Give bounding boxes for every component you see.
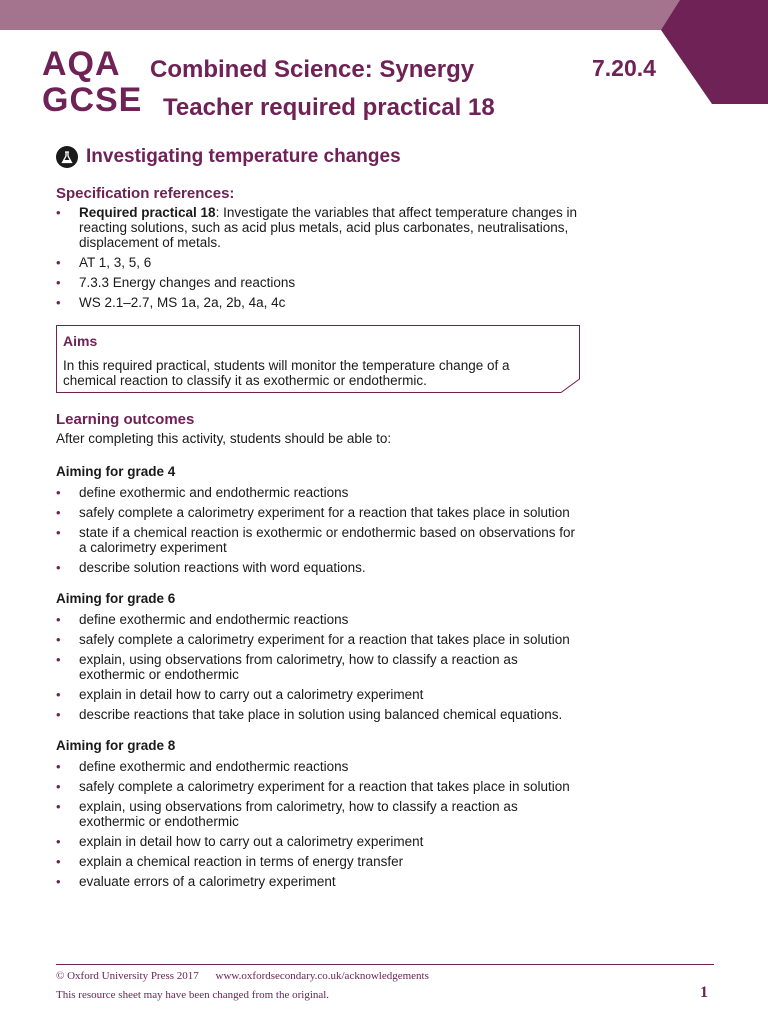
outcome-item: • explain in detail how to carry out a calorimetry experiment — [56, 687, 586, 702]
footer-divider — [56, 964, 714, 965]
outcome-item: • explain, using observations from calorimetry, how to classify a reaction as exothermic or endothermic — [56, 799, 586, 829]
aqa-gcse-logo — [42, 46, 142, 118]
specification-section — [56, 186, 586, 315]
outcome-item: • evaluate errors of a calorimetry experiment — [56, 874, 586, 889]
aims-heading: Aims — [63, 333, 98, 349]
main-heading — [56, 146, 401, 168]
spec-item — [56, 205, 586, 250]
acknowledgements-link[interactable]: www.oxfordsecondary.co.uk/acknowledgements — [215, 970, 429, 982]
outcome-item: • state if a chemical reaction is exothermic or endothermic based on observations for a calorimetry experiment — [56, 525, 586, 555]
spec-item-text: 7.3.3 Energy changes and reactions — [79, 275, 296, 290]
grade-heading: Aiming for grade 4 — [56, 464, 176, 479]
grade-outcome-list — [56, 759, 586, 889]
spec-item-bold: Required practical 18 — [79, 205, 216, 220]
outcome-item: • define exothermic and endothermic reactions — [56, 759, 586, 774]
spec-heading: Specification references: — [56, 185, 235, 202]
outcome-item: • describe solution reactions with word equations. — [56, 560, 586, 575]
spec-item-text: WS 2.1–2.7, MS 1a, 2a, 2b, 4a, 4c — [79, 295, 286, 310]
grade-group — [56, 591, 586, 722]
grade-heading: Aiming for grade 8 — [56, 738, 176, 753]
grade-group — [56, 464, 586, 575]
flask-icon — [56, 146, 78, 168]
outcome-item: • describe reactions that take place in solution using balanced chemical equations. — [56, 707, 586, 722]
footer-note: This resource sheet may have been changed from the original. — [56, 989, 330, 1001]
outcome-item: • safely complete a calorimetry experiment for a reaction that takes place in solution — [56, 505, 586, 520]
spec-item-text: AT 1, 3, 5, 6 — [79, 255, 152, 270]
grade-outcome-list — [56, 485, 586, 575]
grade-groups — [56, 464, 586, 889]
main-heading-text: Investigating temperature changes — [86, 146, 401, 167]
logo-line-aqa: AQA — [42, 45, 121, 83]
outcomes-heading: Learning outcomes — [56, 411, 195, 428]
document-code: 7.20.4 — [592, 55, 656, 81]
aims-text: In this required practical, students will monitor the temperature change of a chemical reaction to classify it as exothermic or endothermic. — [63, 358, 510, 388]
logo-line-gcse: GCSE — [42, 81, 143, 119]
copyright: © Oxford University Press 2017 — [56, 970, 199, 982]
outcome-item: • define exothermic and endothermic reactions — [56, 485, 586, 500]
outcome-item: • safely complete a calorimetry experiment for a reaction that takes place in solution — [56, 779, 586, 794]
spec-item — [56, 255, 586, 270]
page-number: 1 — [700, 984, 708, 1001]
outcome-item: • define exothermic and endothermic reactions — [56, 612, 586, 627]
spec-item — [56, 295, 586, 310]
grade-heading: Aiming for grade 6 — [56, 591, 176, 606]
learning-outcomes-section — [56, 412, 586, 894]
outcome-item: • safely complete a calorimetry experiment for a reaction that takes place in solution — [56, 632, 586, 647]
outcome-item: • explain, using observations from calorimetry, how to classify a reaction as exothermic or endothermic — [56, 652, 586, 682]
grade-group — [56, 738, 586, 889]
footer-credits — [56, 970, 443, 982]
spec-list — [56, 205, 586, 310]
outcome-item: • explain a chemical reaction in terms of energy transfer — [56, 854, 586, 869]
header-band — [0, 0, 768, 30]
outcome-item: • explain in detail how to carry out a calorimetry experiment — [56, 834, 586, 849]
grade-outcome-list — [56, 612, 586, 722]
course-title: Combined Science: Synergy — [150, 56, 475, 83]
spec-item-text: : Investigate the variables that affect temperature changes in reacting solutions, such as acid plus metals, acid plus carbonates, neutralisations, displacement of metals. — [79, 205, 578, 250]
spec-item — [56, 275, 586, 290]
aims-box — [56, 325, 580, 393]
document-title: Teacher required practical 18 — [163, 94, 495, 121]
outcomes-intro: After completing this activity, students should be able to: — [56, 431, 392, 446]
